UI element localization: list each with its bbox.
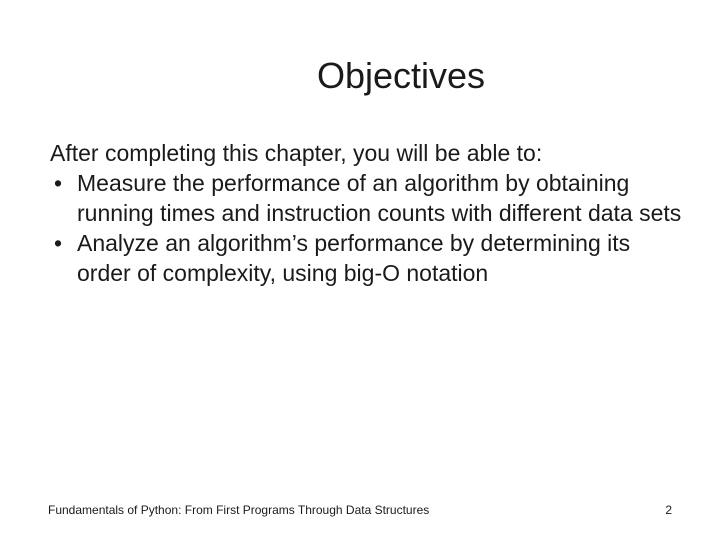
bullet-marker: •	[54, 170, 63, 196]
intro-text: After completing this chapter, you will be able to:	[50, 140, 543, 166]
slide-title-text: Objectives	[316, 55, 486, 96]
bullet-list	[50, 168, 690, 288]
slide-body	[50, 138, 690, 288]
slide-footer: Fundamentals of Python: From First Programs Through Data Structures	[48, 503, 430, 517]
bullet-item-measure	[50, 168, 690, 228]
bullet-text-analyze: Analyze an algorithm’s performance by determining its order of complexity, using big-O notation	[77, 230, 631, 286]
bullet-item-analyze	[50, 228, 690, 288]
bullet-text-measure: Measure the performance of an algorithm by obtaining running times and instruction counts with different data sets	[77, 170, 682, 226]
slide-title	[0, 54, 720, 98]
bullet-marker: •	[54, 230, 63, 256]
page-number: 2	[665, 503, 672, 517]
